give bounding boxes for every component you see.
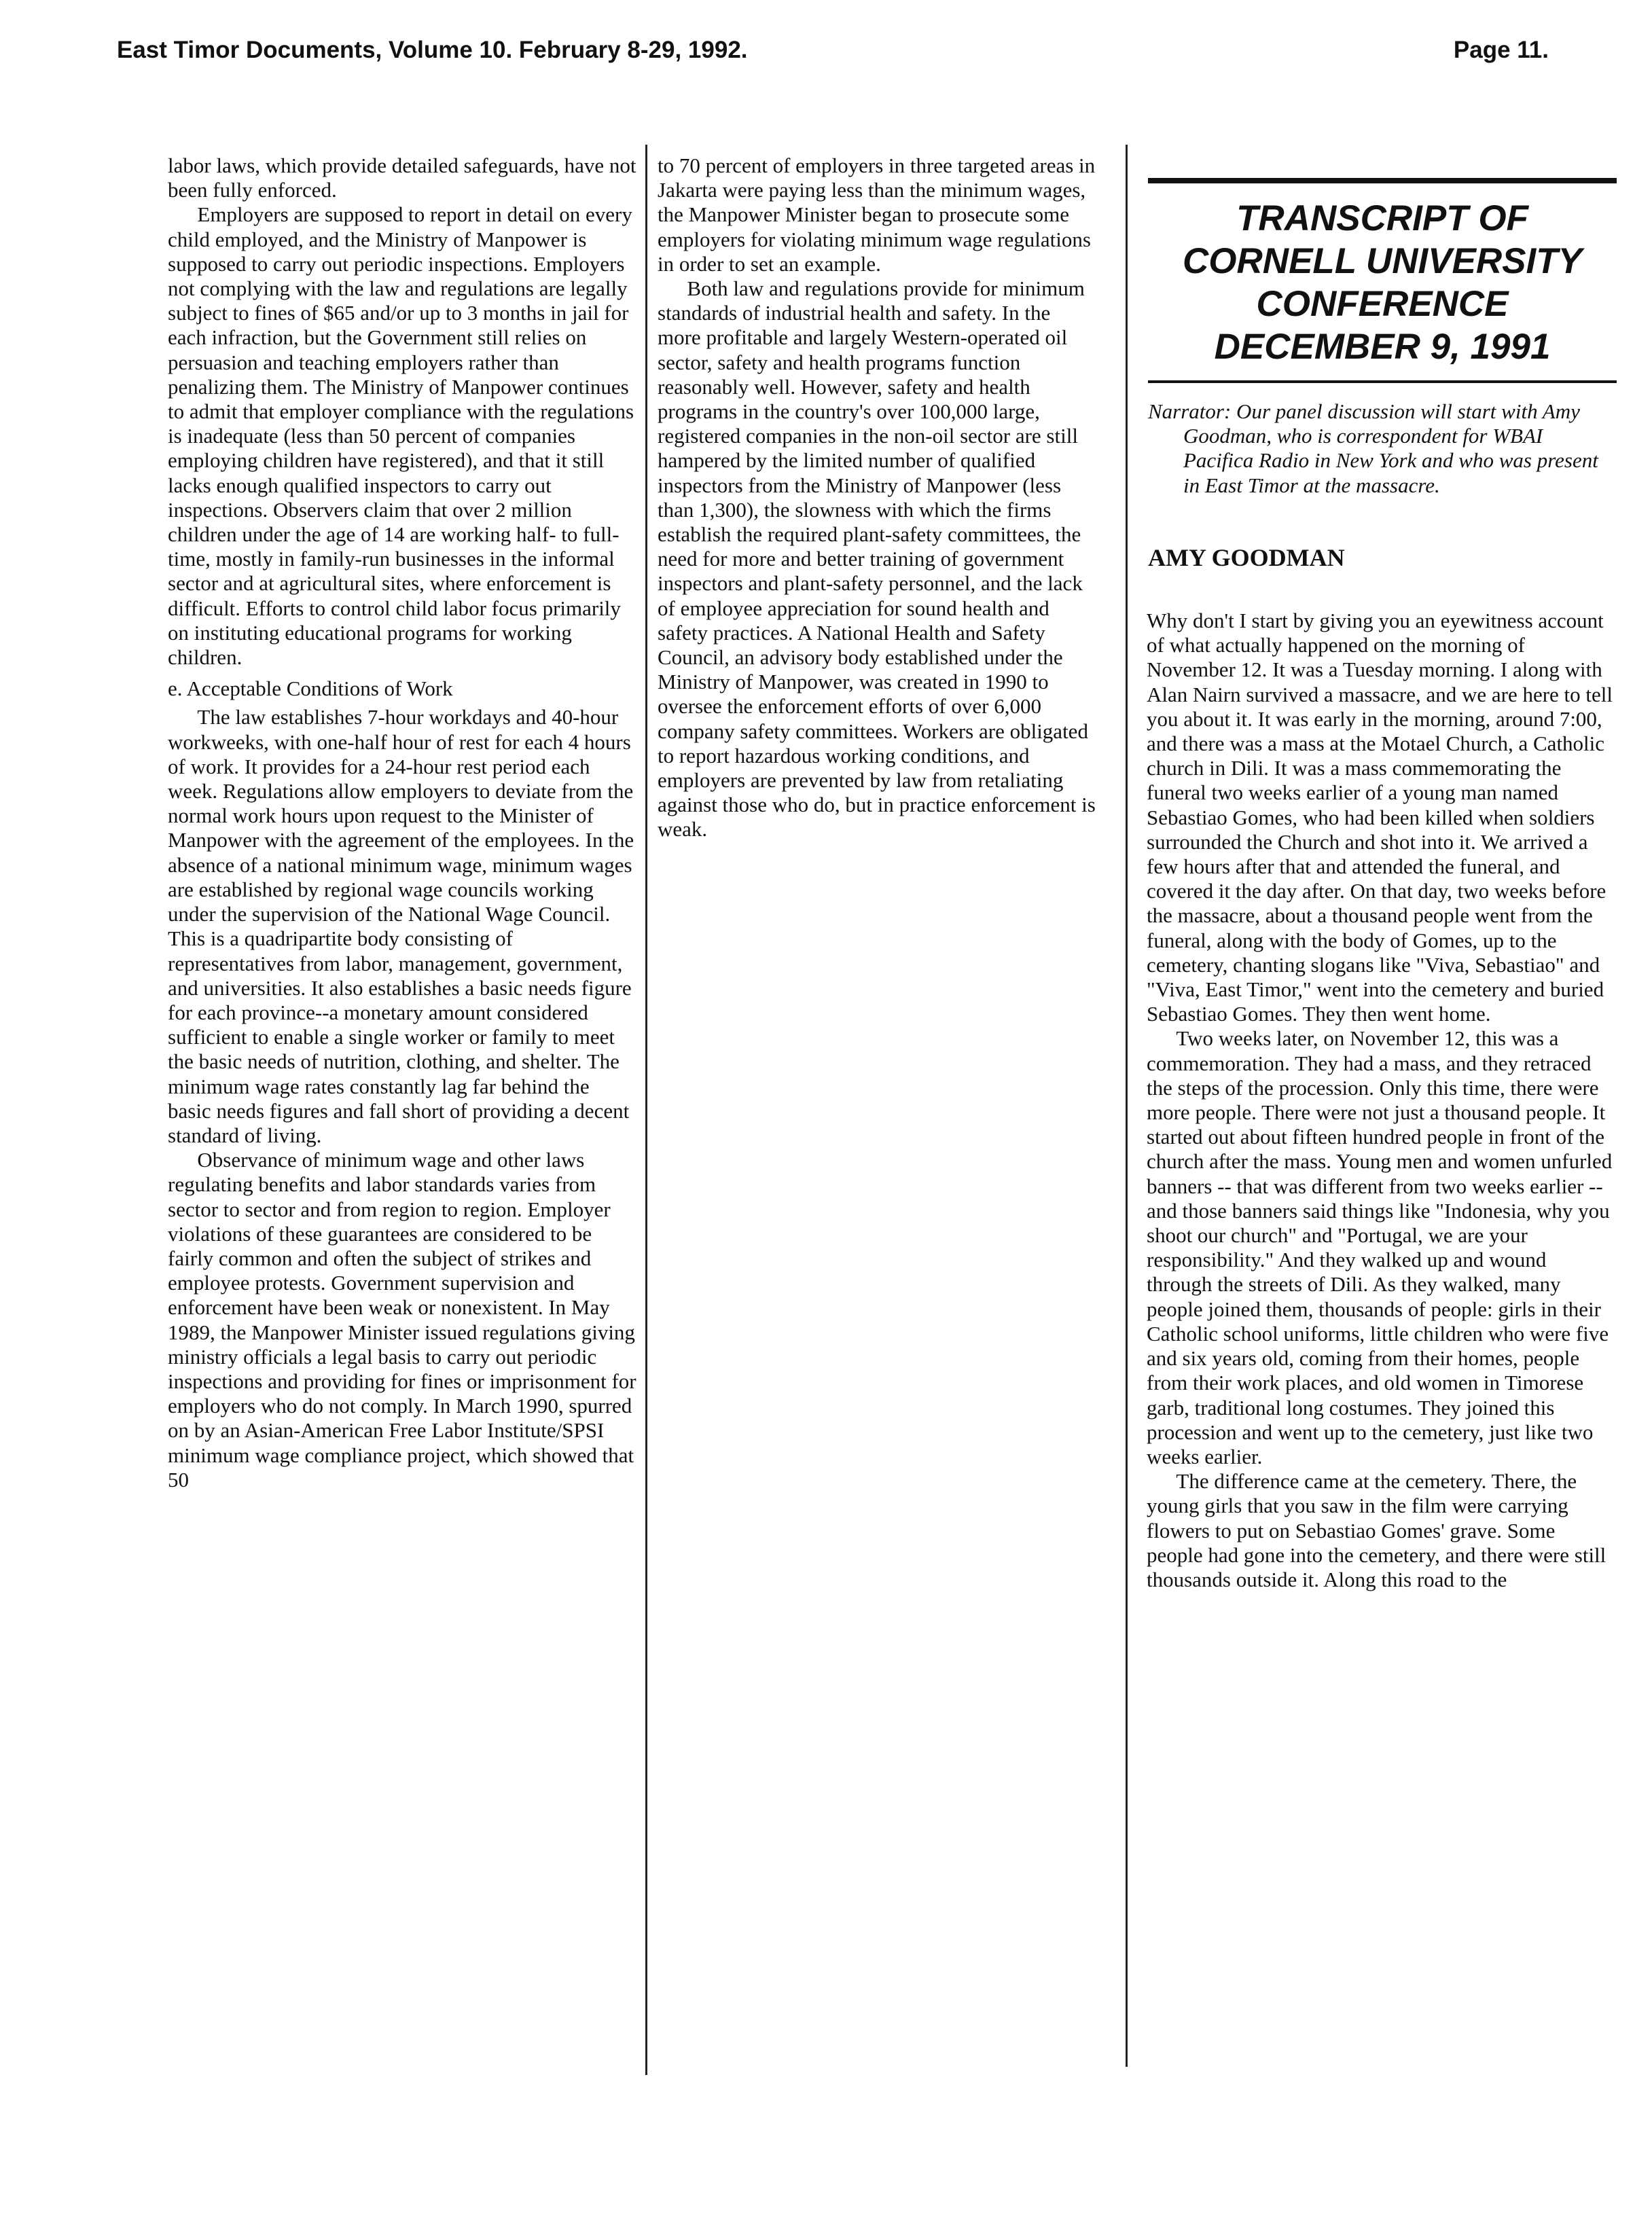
title-rule-top xyxy=(1148,178,1617,183)
column-middle xyxy=(658,154,1098,842)
title-rule-bottom xyxy=(1148,380,1617,383)
paragraph: The difference came at the cemetery. There, the young girls that you saw in the film were carrying flowers to put on Sebastiao Gomes' grave. Some people had gone into the cemetery, and there were still thousands outside it. Along this road to the xyxy=(1147,1469,1606,1591)
title-line: CORNELL UNIVERSITY xyxy=(1183,241,1582,281)
article-title xyxy=(1148,197,1617,368)
narrator-text: Narrator: Our panel discussion will start with Amy Goodman, who is correspondent for WBAI Pacifica Radio in New York and who was present in East Timor at the massacre. xyxy=(1148,399,1598,497)
title-line: CONFERENCE xyxy=(1256,284,1509,324)
narrator-note xyxy=(1148,399,1617,498)
column-left xyxy=(168,154,636,1492)
paragraph: Observance of minimum wage and other laws regulating benefits and labor standards varies from sector to sector and from region to region. Employer violations of these guarantees are considered to be fairly common and often the subject of strikes and employee protests. Government supervision and enforcement have been weak or nonexistent. In May 1989, the Manpower Minister issued regulations giving ministry officials a legal basis to carry out periodic inspections and providing for fines or imprisonment for employers who do not comply. In March 1990, spurred on by an Asian-American Free Labor Institute/SPSI minimum wage compliance project, which showed that 50 xyxy=(168,1148,636,1492)
page-header xyxy=(117,37,1549,84)
speaker-name: AMY GOODMAN xyxy=(1148,544,1345,571)
paragraph: Two weeks later, on November 12, this was a commemoration. They had a mass, and they retraced the steps of the procession. Only this time, there were more people. There were not just a thousand people. It started out about fifteen hundred people in front of the church after the mass. Young men and women unfurled banners -- that was different from two weeks earlier -- and those banners said things like "Indonesia, why you shoot our church" and "Portugal, we are your responsibility." And they walked up and wound through the streets of Dili. As they walked, many people joined them, thousands of people: girls in their Catholic school uniforms, little children who were five and six years old, coming from their homes, people from their work places, and old women in Timorese garb, traditional long costumes. They joined this procession and went up to the cemetery, just like two weeks earlier. xyxy=(1147,1026,1613,1468)
paragraph: labor laws, which provide detailed safeguards, have not been fully enforced. xyxy=(168,154,636,202)
section-subheading: e. Acceptable Conditions of Work xyxy=(168,676,453,701)
publication-title: East Timor Documents, Volume 10. February 8-29, 1992. xyxy=(117,37,748,63)
column-divider xyxy=(645,145,647,2075)
title-line: DECEMBER 9, 1991 xyxy=(1214,327,1551,367)
column-divider xyxy=(1126,145,1128,2067)
title-line: TRANSCRIPT OF xyxy=(1236,198,1528,238)
paragraph: Employers are supposed to report in detail on every child employed, and the Ministry of Manpower is supposed to carry out periodic inspections. Employers not complying with the law and regulations are legally subject to fines of $65 and/or up to 3 months in jail for each infraction, but the Government still relies on persuasion and teaching employers rather than penalizing them. The Ministry of Manpower continues to admit that employer compliance with the regulations is inadequate (less than 50 percent of companies employing children have registered), and that it still lacks enough qualified inspectors to carry out inspections. Observers claim that over 2 million children under the age of 14 are working half- to full-time, mostly in family-run businesses in the informal sector and at agricultural sites, where enforcement is difficult. Efforts to control child labor focus primarily on instituting educational programs for working children. xyxy=(168,202,634,670)
paragraph: Why don't I start by giving you an eyewitness account of what actually happened on the morning of November 12. It was a Tuesday morning. I along with Alan Nairn survived a massacre, and we are here to tell you about it. It was early in the morning, around 7:00, and there was a mass at the Motael Church, a Catholic church in Dili. It was a mass commemorating the funeral two weeks earlier of a young man named Sebastiao Gomes, who had been killed when soldiers surrounded the Church and shot into it. We arrived a few hours after that and attended the funeral, and covered it the day after. On that day, two weeks before the massacre, about a thousand people went from the funeral, along with the body of Gomes, up to the cemetery, chanting slogans like "Viva, Sebastiao" and "Viva, East Timor," went into the cemetery and buried Sebastiao Gomes. They then went home. xyxy=(1147,609,1613,1026)
paragraph: to 70 percent of employers in three targeted areas in Jakarta were paying less than the minimum wages, the Manpower Minister began to prosecute some employers for violating minimum wage regulations in order to set an example. xyxy=(658,154,1096,276)
paragraph: Both law and regulations provide for minimum standards of industrial health and safety. In the more profitable and largely Western-operated oil sector, safety and health programs function reasonably well. However, safety and health programs in the country's over 100,000 large, registered companies in the non-oil sector are still hampered by the limited number of qualified inspectors from the Ministry of Manpower (less than 1,300), the slowness with which the firms establish the required plant-safety committees, the need for more and better training of government inspectors and plant-safety personnel, and the lack of employee appreciation for sound health and safety practices. A National Health and Safety Council, an advisory body established under the Ministry of Manpower, was created in 1990 to oversee the enforcement efforts of over 6,000 company safety committees. Workers are obligated to report hazardous working conditions, and employers are prevented by law from retaliating against those who do, but in practice enforcement is weak. xyxy=(658,276,1096,842)
page-number: Page 11. xyxy=(1453,37,1549,63)
paragraph: The law establishes 7-hour workdays and 40-hour workweeks, with one-half hour of rest for each 4 hours of work. It provides for a 24-hour rest period each week. Regulations allow employers to deviate from the normal work hours upon request to the Minister of Manpower with the agreement of the employees. In the absence of a national minimum wage, minimum wages are established by regional wage councils working under the supervision of the National Wage Council. This is a quadripartite body consisting of representatives from labor, management, government, and universities. It also establishes a basic needs figure for each province--a monetary amount considered sufficient to enable a single worker or family to meet the basic needs of nutrition, clothing, and shelter. The minimum wage rates constantly lag far behind the basic needs figures and fall short of providing a decent standard of living. xyxy=(168,705,634,1147)
column-right xyxy=(1147,609,1615,1592)
